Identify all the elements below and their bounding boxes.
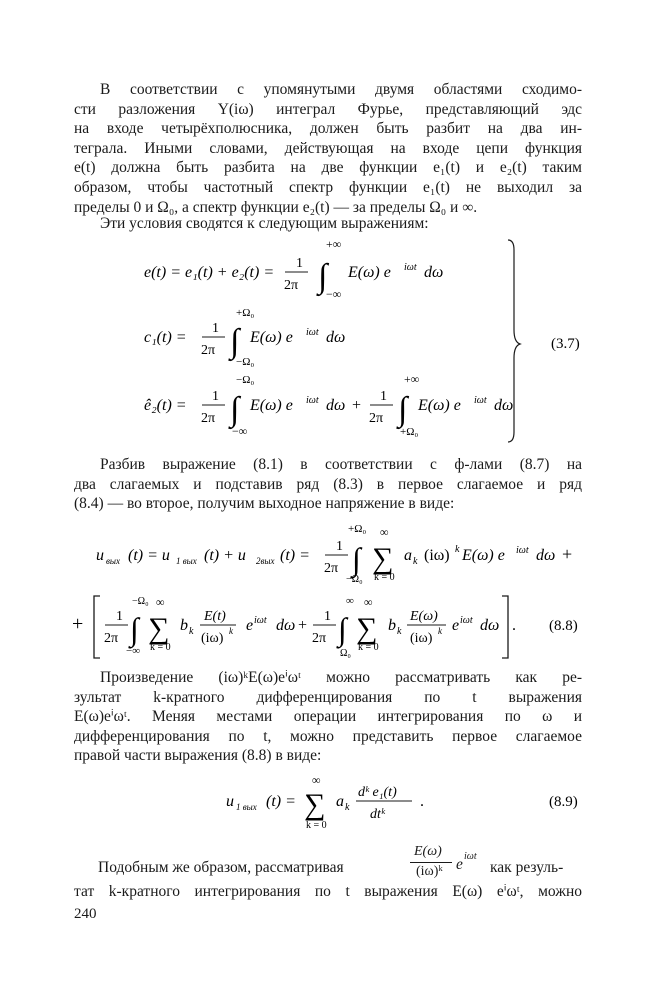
integral-lower: −∞ — [326, 287, 342, 301]
sum-upper: ∞ — [380, 525, 389, 539]
frac-numerator: 1 — [296, 256, 303, 271]
inline-fraction-bar — [410, 862, 452, 863]
sum-lower: k = 0 — [306, 820, 327, 831]
plus-sign: + — [72, 613, 84, 635]
integrand: E(ω) e — [250, 329, 293, 346]
inline-exp-base: e — [456, 856, 463, 873]
differential: dω — [536, 547, 556, 564]
frac-numerator: 1 — [212, 321, 219, 336]
text-line: пределы 0 и Ω₀, а спектр функции e₂(t) — за пределы Ω₀ и ∞. — [74, 198, 478, 216]
frac-denominator: 2π — [324, 561, 339, 576]
differential: dω — [480, 617, 500, 634]
equation-number: (3.7) — [551, 336, 580, 352]
exp-e: e — [246, 617, 254, 634]
integral-lower: −∞ — [232, 424, 248, 438]
differential: dω — [276, 617, 296, 634]
integral-upper: +Ω₀ — [348, 523, 367, 535]
integral-upper: +∞ — [404, 372, 420, 386]
sum-lower: k = 0 — [374, 572, 395, 583]
sum-sign: ∑ — [372, 542, 394, 575]
plus-sign: + — [298, 617, 308, 634]
text-line: сти разложения Y(iω) интеграл Фурье, представляющий эдс — [74, 100, 582, 118]
frac-denominator: 2π — [284, 278, 299, 293]
inline-exponent: iωt — [464, 851, 477, 862]
equation-8-7 — [0, 230, 654, 455]
frac-denominator: (iω) — [201, 631, 224, 646]
equation-number: (8.8) — [549, 618, 578, 634]
eq-part: (t) = u — [128, 547, 170, 564]
text-line: правой части выражения (8.8) в виде: — [74, 747, 322, 765]
integral-sign: ∫ — [318, 258, 328, 295]
eq-lhs-line2: c₁(t) = — [144, 329, 187, 346]
coef-b: b — [388, 617, 396, 634]
power-k: k — [455, 544, 460, 555]
frac-numerator: 1 — [336, 539, 343, 554]
u2-subscript: 2вых — [256, 556, 275, 566]
differential: dω — [424, 264, 444, 281]
frac-numerator: 1 — [324, 609, 331, 624]
paragraph-5-line-1 — [98, 844, 582, 882]
eq-part: (t) + u — [204, 547, 246, 564]
frac-denominator: (iω) — [410, 631, 433, 646]
sum-upper: ∞ — [364, 595, 373, 609]
exponent: iωt — [254, 615, 267, 626]
text-fragment: Подобным же образом, рассматривая — [98, 859, 344, 876]
integral-lower: Ω₀ — [340, 648, 351, 659]
text-fragment: как резуль- — [490, 859, 564, 876]
frac-numerator: 1 — [380, 389, 387, 404]
sum-upper: ∞ — [312, 773, 321, 787]
frac-denominator: 2π — [104, 631, 119, 646]
exponent: iωt — [516, 545, 529, 556]
frac-numerator: E(t) — [204, 609, 226, 624]
frac-numerator: 1 — [212, 389, 219, 404]
text-line: два слагаемых и подставив ряд (8.3) в первое слагаемое и ряд — [74, 475, 582, 493]
frac-numerator: 1 — [116, 609, 123, 624]
eq-part: (t) = — [280, 547, 310, 564]
u-symbol: u — [226, 793, 234, 810]
frac-denominator: 2π — [201, 411, 216, 426]
exp-e: e — [452, 617, 460, 634]
text-line: теграла. Иными словами, действующая на входе цепи функция — [74, 139, 582, 157]
equation-8-9 — [0, 770, 654, 840]
power-k: k — [438, 626, 442, 636]
right-bracket — [502, 596, 508, 658]
iw-term: (iω) — [424, 547, 450, 564]
inline-frac-den: (iω)ᵏ — [416, 864, 443, 879]
text-line: образом, чтобы частотный спектр функции e₁(t) не выходил за — [74, 178, 582, 196]
sum-lower: k = 0 — [150, 642, 171, 653]
u-symbol: u — [96, 547, 104, 564]
differential: dω — [494, 397, 514, 414]
exponent: iωt — [460, 615, 473, 626]
inline-frac-num: E(ω) — [414, 844, 442, 859]
differential: dω — [326, 397, 346, 414]
integral-sign: ∫ — [398, 391, 408, 428]
power-k: k — [229, 626, 233, 636]
paragraph-3 — [74, 455, 582, 514]
index-k: k — [397, 626, 402, 637]
text-line: тат k-кратного интегрирования по t выражения E(ω) eⁱωᵗ, можно — [74, 883, 582, 900]
coef-a: a — [336, 793, 344, 810]
eq-lhs-line3: ê₂(t) = — [144, 397, 187, 414]
text-line: дифференцирования по t, можно представить первое слагаемое — [74, 727, 582, 745]
coef-b: b — [180, 617, 188, 634]
equation-8-8 — [0, 520, 654, 670]
paragraph-1 — [74, 80, 582, 217]
u-subscript: вых — [106, 556, 120, 566]
paragraph-4 — [74, 668, 582, 766]
sum-upper: ∞ — [156, 595, 165, 609]
index-k: k — [413, 556, 418, 567]
integrand: E(ω) e — [348, 264, 391, 281]
left-bracket — [94, 596, 100, 658]
integral-upper: −Ω₀ — [236, 374, 255, 386]
integrand: E(ω) e — [462, 547, 505, 564]
frac-numerator: E(ω) — [410, 609, 438, 624]
text-line: на входе четырёхполюсника, должен быть разбит на два ин- — [74, 120, 582, 138]
integrand: E(ω) e — [418, 397, 461, 414]
integral-lower: −Ω₀ — [346, 574, 363, 585]
index-k: k — [345, 802, 350, 813]
equation-number: (8.9) — [549, 794, 578, 810]
text-line: зультат k-кратного дифференцирования по t выражения — [74, 688, 582, 706]
text-line: Разбив выражение (8.1) в соответствии с ф-лами (8.7) на — [100, 456, 582, 473]
eq-part: (t) = — [266, 793, 296, 810]
period: . — [512, 617, 516, 634]
integral-sign: ∫ — [230, 323, 240, 360]
exponent: iωt — [306, 327, 319, 338]
exponent: iωt — [404, 262, 417, 273]
integral-upper: +∞ — [326, 237, 342, 251]
text-line: В соответствии с упомянутыми двумя областями сходимо- — [100, 81, 582, 98]
integral-upper: +Ω₀ — [236, 307, 255, 319]
plus-sign: + — [352, 397, 362, 414]
frac-denominator: 2π — [201, 343, 216, 358]
index-k: k — [189, 626, 194, 637]
differential: dω — [326, 329, 346, 346]
page-number: 240 — [74, 906, 97, 922]
text-line: E(ω)eⁱωᵗ. Меняя местами операции интегрирования по ω и — [74, 708, 582, 726]
integral-sign: ∫ — [130, 611, 139, 647]
sum-sign: ∑ — [356, 612, 378, 645]
integral-sign: ∫ — [352, 541, 361, 577]
integrand: E(ω) e — [250, 397, 293, 414]
sum-sign: ∑ — [148, 612, 170, 645]
frac-denominator: 2π — [369, 411, 384, 426]
sum-lower: k = 0 — [358, 642, 379, 653]
text-line: (8.4) — во второе, получим выходное напряжение в виде: — [74, 495, 455, 513]
u1-subscript: 1 вых — [176, 556, 197, 566]
integral-lower: +Ω₀ — [400, 426, 419, 438]
sum-sign: ∑ — [304, 788, 326, 821]
period: . — [420, 793, 424, 810]
integral-sign: ∫ — [338, 611, 347, 647]
frac-denominator: 2π — [312, 631, 327, 646]
integral-lower: −Ω₀ — [236, 356, 255, 368]
paragraph-5-line-2 — [74, 882, 582, 902]
text-line: e(t) должна быть разбита на две функции e₁(t) и e₂(t) таким — [74, 159, 582, 177]
integral-upper: ∞ — [346, 595, 354, 607]
text-line: Произведение (iω)ᵏE(ω)eⁱωᵗ можно рассматривать как ре- — [100, 669, 582, 686]
text-line: Эти условия сводятся к следующим выражениям: — [100, 215, 429, 232]
integral-sign: ∫ — [230, 391, 240, 428]
frac-numerator: dᵏ e₁(t) — [358, 785, 397, 800]
exponent: iωt — [474, 395, 487, 406]
eq-lhs-line1: e(t) = e₁(t) + e₂(t) = — [144, 264, 275, 281]
coef-a: a — [404, 547, 412, 564]
exponent: iωt — [306, 395, 319, 406]
integral-upper: −Ω₀ — [132, 596, 149, 607]
plus-sign: + — [562, 544, 573, 564]
frac-denominator: dtᵏ — [370, 807, 385, 822]
integral-lower: −∞ — [126, 645, 141, 657]
u-subscript: 1 вых — [236, 802, 257, 812]
